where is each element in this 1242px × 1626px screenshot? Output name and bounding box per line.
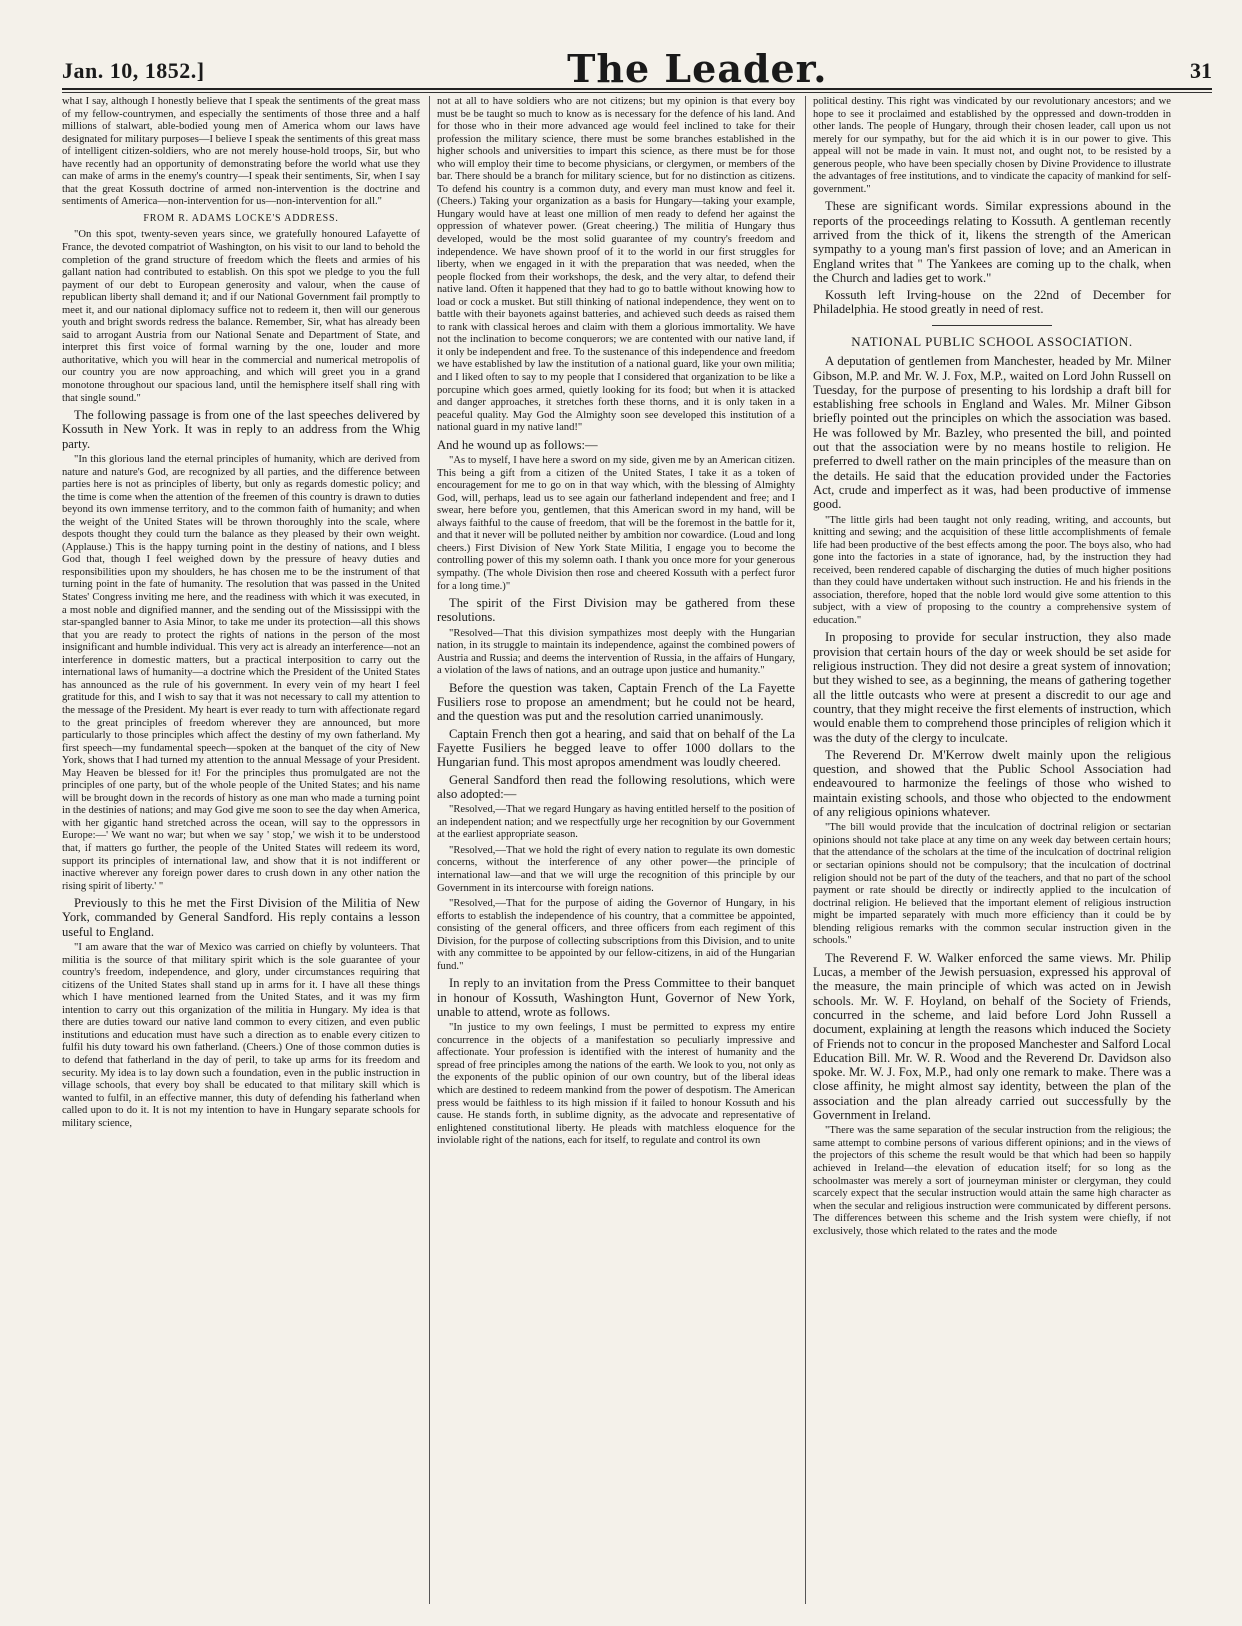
paragraph: The spirit of the First Division may be gathered from these resolutions. (437, 596, 795, 625)
page-number: 31 (1190, 58, 1212, 83)
paragraph: "In justice to my own feelings, I must be permitted to express my entire concurrence in the objects of a manifestation so peculiarly impressive and affectionate. Your profession is identified with the interest of humanity and the spread of free principles among the nations of the earth. We look to you, not only as the exponents of the public opinion of our own country, but of the liberal ideas which are destined to redeem mankind from the power of despotism. The American press would be faithless to its high mission if it failed to honour Kossuth and his cause. He stands forth, in sublime dignity, as the advocate and representative of enlightened constitutional liberty. He pleads with matchless eloquence for the inviolable right of the nations, each for itself, to regulate and control its own (437, 1022, 795, 1147)
paragraph: The Reverend F. W. Walker enforced the same views. Mr. Philip Lucas, a member of the Jewish persuasion, expressed his approval of the measure, the main principle of which was acted on in Jewish schools. Mr. W. F. Hoyland, on behalf of the Society of Friends, concurred in the scheme, and laid before Lord John Russell a document, explaining at length the reasons which induced the Society of Friends not to concur in the proposed Manchester and Salford Local Education Bill. Mr. W. R. Wood and the Reverend Dr. Davidson also spoke. Mr. W. J. Fox, M.P., had only one remark to make. There was a close affinity, he might almost say identity, between the plan of the association and the plan already carried out successfully by the Government in Ireland. (813, 950, 1171, 1123)
paragraph: "Resolved—That this division sympathizes most deeply with the Hungarian nation, in its struggle to maintain its independence, against the combined powers of Austria and Russia; and deems the intervention of Russia, in the affairs of Hungary, a violation of the laws of nations, and an outrage upon justice and humanity." (437, 627, 795, 677)
column-2 (437, 96, 795, 1604)
paragraph: Captain French then got a hearing, and said that on behalf of the La Fayette Fusiliers he begged leave to offer 1000 dollars to the Hungarian fund. This most apropos amendment was loudly cheered. (437, 726, 795, 770)
paragraph: "There was the same separation of the secular instruction from the religious; the same attempt to combine persons of various different opinions; and in the views of the projectors of this scheme the result would be that which had been so happily achieved in Ireland—the elevation of education itself; for so long as the schoolmaster was merely a sort of journeyman minister or clergyman, they could scarcely expect that the secular instruction would attain the same high character as when the secular and religious instruction were communicated by different persons. The differences between this scheme and the Irish system were chiefly, if not exclusively, those which related to the rates and the mode (813, 1125, 1171, 1237)
section-heading: NATIONAL PUBLIC SCHOOL ASSOCIATION. (851, 333, 1133, 349)
masthead-rule (62, 92, 1212, 93)
paragraph: In reply to an invitation from the Press Committee to their banquet in honour of Kossuth, Washington Hunt, Governor of New York, unable to attend, wrote as follows. (437, 976, 795, 1019)
column-3 (813, 96, 1171, 1604)
column-divider (805, 96, 806, 1604)
paragraph: And he wound up as follows:— (437, 437, 598, 452)
paragraph: "As to myself, I have here a sword on my side, given me by an American citizen. This being a gift from a citizen of the United States, I take it as a token of encouragement for me to go on in that way which, with the blessing of Almighty God, will, perhaps, lead us to see again our fatherland independent and free; and I swear, here before you, gentlemen, that this American sword in my hand, will be always faithful to the cause of freedom, that will be the foremost in the battle for it, and that it never will be polluted neither by ambition nor cowardice. (Loud and long cheers.) First Division of New York State Militia, I engage you to become the controlling power of this my solemn oath. I thank you once more for your generous sympathy. (The whole Division then rose and cheered Kossuth with a perfect furor for a long time.)" (437, 455, 795, 592)
paragraph: These are significant words. Similar expressions abound in the reports of the proceedings relating to Kossuth. A gentleman recently arrived from the thick of it, likens the strength of the American sympathy to a young man's first passion of love; and an American in England writes that " The Yankees are coming up to the chalk, when the Church and ladies get to work." (813, 199, 1171, 285)
paragraph: "The little girls had been taught not only reading, writing, and accounts, but knitting and sewing; and the acquisition of these little accomplishments of female life had been productive of the best effects among the poor. The boys also, who had gone into the factories in a state of ignorance, had, by the instruction they had received, been rendered capable of discharging the duties of much higher positions than they could have undertaken without such instruction. He and his friends in the association, therefore, hoped that the noble lord would give some attention to this subject, with a view of proposing to the country a comprehensive system of education." (813, 514, 1171, 626)
newspaper-title: The Leader. (567, 46, 828, 91)
section-rule (932, 325, 1052, 326)
paragraph: The Reverend Dr. M'Kerrow dwelt mainly upon the religious question, and showed that the Public School Association had endeavoured to harmonize the feelings of those who wished to maintain existing schools, and those who objected to the endowment of any religious opinions whatever. (813, 747, 1171, 820)
subheading: FROM R. ADAMS LOCKE'S ADDRESS. (143, 212, 339, 224)
paragraph: not at all to have soldiers who are not citizens; but my opinion is that every boy must be be taught so much to know as is necessary for the defence of his land. And for those who in their more advanced age would feel inclined to take for their profession the military science, there must be some branches established in the higher schools and universities to impart this science, as there must be for those who will employ their time to become physicians, or clergymen, or members of the bar. There should be a branch for military science, but for no distinction as citizens. To defend his country is a common duty, and every man must know and feel it. (Cheers.) Taking your organization as a basis for Hungary—taking your example, Hungary would have at least one million of men ready to defend her against the oppression of whatever power. (Great cheering.) The militia of Hungary thus developed, would be the most solid guarantee of my country's freedom and independence. We have shown proof of it to the world in our first struggles for liberty, when we engaged in it with the preparation that was needed, when the people flocked from their workshops, the desk, and the very altar, to defend their native land. Often it happened that they had to go to battle without knowing how to load or cock a musket. But still thinking of national independence, they went on to battle with their bayonets against batteries, and achieved such deeds as raised them to rank with classical heroes and claim with them a glorious immortality. We have not the inclination to become conquerors; we are contented with our native land, if it only be independent and free. To the sustenance of this independence and freedom we have established by law the institution of a national guard, like your own militia; and I liked often to say to my people that I considered that organization to be like a porcupine which goes armed, quietly looking for its food; but when it is attacked and danger approaches, it stretches forth these thorns, and it is only taken in a peaceful quality. May God the Almighty soon see developed this institution of a national guard in my native land!" (437, 96, 795, 434)
paragraph: "Resolved,—That we hold the right of every nation to regulate its own domestic concerns, without the interference of any other power—the principle of international law—and that we will urge the recognition of this principle by our Government in its intercourse with foreign nations. (437, 844, 795, 894)
paragraph: "I am aware that the war of Mexico was carried on chiefly by volunteers. That militia is the source of that military spirit which is the sole guarantee of your country's freedom, independence, and glory, under circumstances requiring that citizens of the United States shall stand up in arms for it. I have all these things which I have mentioned learned from the United States, and it was my firm intention to carry out this organization of the militia in Hungary. My idea is that there are duties toward our native land common to every citizen, and even public institutions and education must have such a direction as to enable every citizen to fulfil his duty toward his own fatherland. (Cheers.) One of those common duties is to defend that fatherland in the day of peril, to take up arms for its freedom and security. My idea is to lay down such a foundation, even in the public instruction in village schools, that every boy shall be educated to that military skill which is wanted to fulfil, in an effective manner, this duty of defending his fatherland when called upon to do it. It is not my intention to have in Hungary separate schools for military science, (62, 942, 420, 1129)
masthead (62, 48, 1212, 90)
paragraph: "On this spot, twenty-seven years since, we gratefully honoured Lafayette of France, the devoted compatriot of Washington, on his visit to our land to behold the completion of the grand structure of freedom which the fleets and armies of his gallant nation had contributed to establish. On this spot we pledge to you the full payment of our debt to European generosity and valour, when the cause of republican liberty shall demand it; and if our National Government fail promptly to meet it, and our national diplomacy suffice not to redeem it, then will our generous youth and bright swords redress the balance. Remember, Sir, what has already been said to arrogant Austria from our National Senate and Department of State, and interpret this first voice of formal warning by the one, louder and more authoritative, which you will hear in the commercial and numerical metropolis of our country you are now approaching, and which will greet you in a grand monotone throughout our spacious land, until the hemisphere itself shall ring with that single sound." (62, 229, 420, 404)
paragraph: "Resolved,—That we regard Hungary as having entitled herself to the position of an independent nation; and we respectfully urge her recognition by our Government at the earliest appropriate season. (437, 804, 795, 841)
paragraph: General Sandford then read the following resolutions, which were also adopted:— (437, 772, 795, 801)
column-divider (429, 96, 430, 1604)
column-1 (62, 96, 420, 1604)
paragraph: what I say, although I honestly believe that I speak the sentiments of the great mass of my fellow-countrymen, and especially the sentiments of those three and a half millions of stalwart, able-bodied young men of America whom our laws have designated for military purposes—I believe I speak the sentiments of this great mass of intelligent citizen-soldiers, who are not merely house-hold troops, Sir, but who have recently had an opportunity of demonstrating before the world what use they can make of arms in the enemy's country—I speak their sentiments, Sir, when I say that the great Kossuth doctrine of armed non-intervention is the doctrine and sentiments of America—non-intervention for us—non-intervention for all." (62, 96, 420, 208)
paragraph: A deputation of gentlemen from Manchester, headed by Mr. Milner Gibson, M.P. and Mr. W. J. Fox, M.P., waited on Lord John Russell on Tuesday, for the purpose of presenting to his lordship a draft bill for establishing free schools in England and Wales. Mr. Milner Gibson briefly pointed out the principles on which the association was based. He was followed by Mr. Bazley, who presented the bill, and pointed out that the association were by no means hostile to religion. He preferred to dwell rather on the main principles of the measure than on the details. He said that the education provided under the Factories Act, crude and imperfect as it was, had been productive of immense good. (813, 354, 1171, 512)
paragraph: "Resolved,—That for the purpose of aiding the Governor of Hungary, in his efforts to establish the independence of his country, that a committee be appointed, consisting of the general officers, and three officers from each regiment of this Division, for the purpose of collecting subscriptions from this Division, and to unite with any committee to be appointed by our fellow-citizens, in aid of the Hungarian fund." (437, 898, 795, 972)
paragraph: Kossuth left Irving-house on the 22nd of December for Philadelphia. He stood greatly in need of rest. (813, 288, 1171, 317)
paragraph: In proposing to provide for secular instruction, they also made provision that certain hours of the day or week should be set aside for religious instruction. They did not desire a great system of innovation; but they wished to see, as a beginning, the means of gathering together all the little outcasts who were at present a discredit to our age and country, that they might receive the first elements of instruction, which would enable them to comprehend those principles of religion which it was the duty of the clergy to inculcate. (813, 630, 1171, 745)
paragraph: "In this glorious land the eternal principles of humanity, which are derived from nature and nature's God, are recognized by all parties, and the difference between parties here is not as principles of liberty, but only as regards domestic policy; and the time is come when the attention of the freemen of this country is drawn to duties beyond its own immense territory, and to the common faith of humanity; and when the weight of the United States will be thrown thoroughly into the scale, where despots thought they could turn the balance as they pleased by their own weight. (Applause.) This is the happy turning point in the destiny of nations, and I bless God that, though I feel weighed down by the pressure of heavy duties and responsibilities upon my shoulders, he has chosen me to be the instrument of that turning point in the fate of humanity. The resolution that was passed in the United States' Congress inviting me here, and the readiness with which it was executed, in a most noble and dignified manner, and the sending out of the Mississippi with the star-spangled banner to Asia Minor, to take me under its protection—all this shows that you are ready to protect the rights of nations in the person of the most insignificant and humble individual. This very act is already an interference—not an interference in domestic matters, but a practical interposition to carry out the international laws of humanity—a doctrine which the President of the United States has announced as the rule of his government. In every vein of my heart I feel gratitude for this, and I wish to say that it was not necessary to call my attention to the message of the President. My heart is ever ready to turn with affectionate regard to the great principles of freedom wherever they are announced, but more particularly to those principles which affect the destiny of my own fatherland. My first speech—my fundamental speech—spoken at the banquet of the city of New York, shows that I had turned my attention to the annual Message of your President. May Heaven be blessed for it! For the principles thus promulgated are not the principles of one party, but of the whole people of the United States; and his name will be brought down in the records of history as one man who made a turning point in the destinies of nations; and may God give me soon to see the day when America, with her gigantic hand stretched across the ocean, will say to the oppressors in Europe:—' We want no war; but when we say ' stop,' we wish it to be understood that, if matters go further, the people of the United States will redeem its word, support its principles of international law, and show that it is not indifferent or inactive wherever any foreign power dares to crush down in any other nation the rising spirit of liberty.' " (62, 454, 420, 892)
paragraph: Previously to this he met the First Division of the Militia of New York, commanded by General Sandford. His reply contains a lesson useful to England. (62, 896, 420, 939)
paragraph: political destiny. This right was vindicated by our revolutionary ancestors; and we hope to see it proclaimed and established by the oppressed and down-trodden in other lands. The people of Hungary, through their chosen leader, call upon us not merely for our sympathy, but for the aid which it is in our power to give. This appeal will not be made in vain. It must not, and ought not, to be resisted by a generous people, who have been specially chosen by Divine Providence to illustrate the advantages of free institutions, and to vindicate the capacity of mankind for self-government." (813, 96, 1171, 195)
paragraph: Before the question was taken, Captain French of the La Fayette Fusiliers rose to propose an amendment; but he could not be heard, and the question was put and the resolution carried unanimously. (437, 680, 795, 724)
paragraph: "The bill would provide that the inculcation of doctrinal religion or sectarian opinions should not take place at any time on any week day between certain hours; that the attendance of the scholars at the time of the inculcation of doctrinal religion or sectarian opinions should not be compulsory; that the inculcation of doctrinal religion should not be part of the duty of the teachers, and that no part of the school payment or rate should be directly or indirectly applied to the inculcation of doctrinal religion. He believed that the important element of religious instruction might be imparted separately with much more efficiency than it could be by blending religious remarks with the common secular instruction given in the schools." (813, 822, 1171, 947)
paragraph: The following passage is from one of the last speeches delivered by Kossuth in New York. It was in reply to an address from the Whig party. (62, 408, 420, 451)
issue-date: Jan. 10, 1852.] (62, 58, 205, 83)
